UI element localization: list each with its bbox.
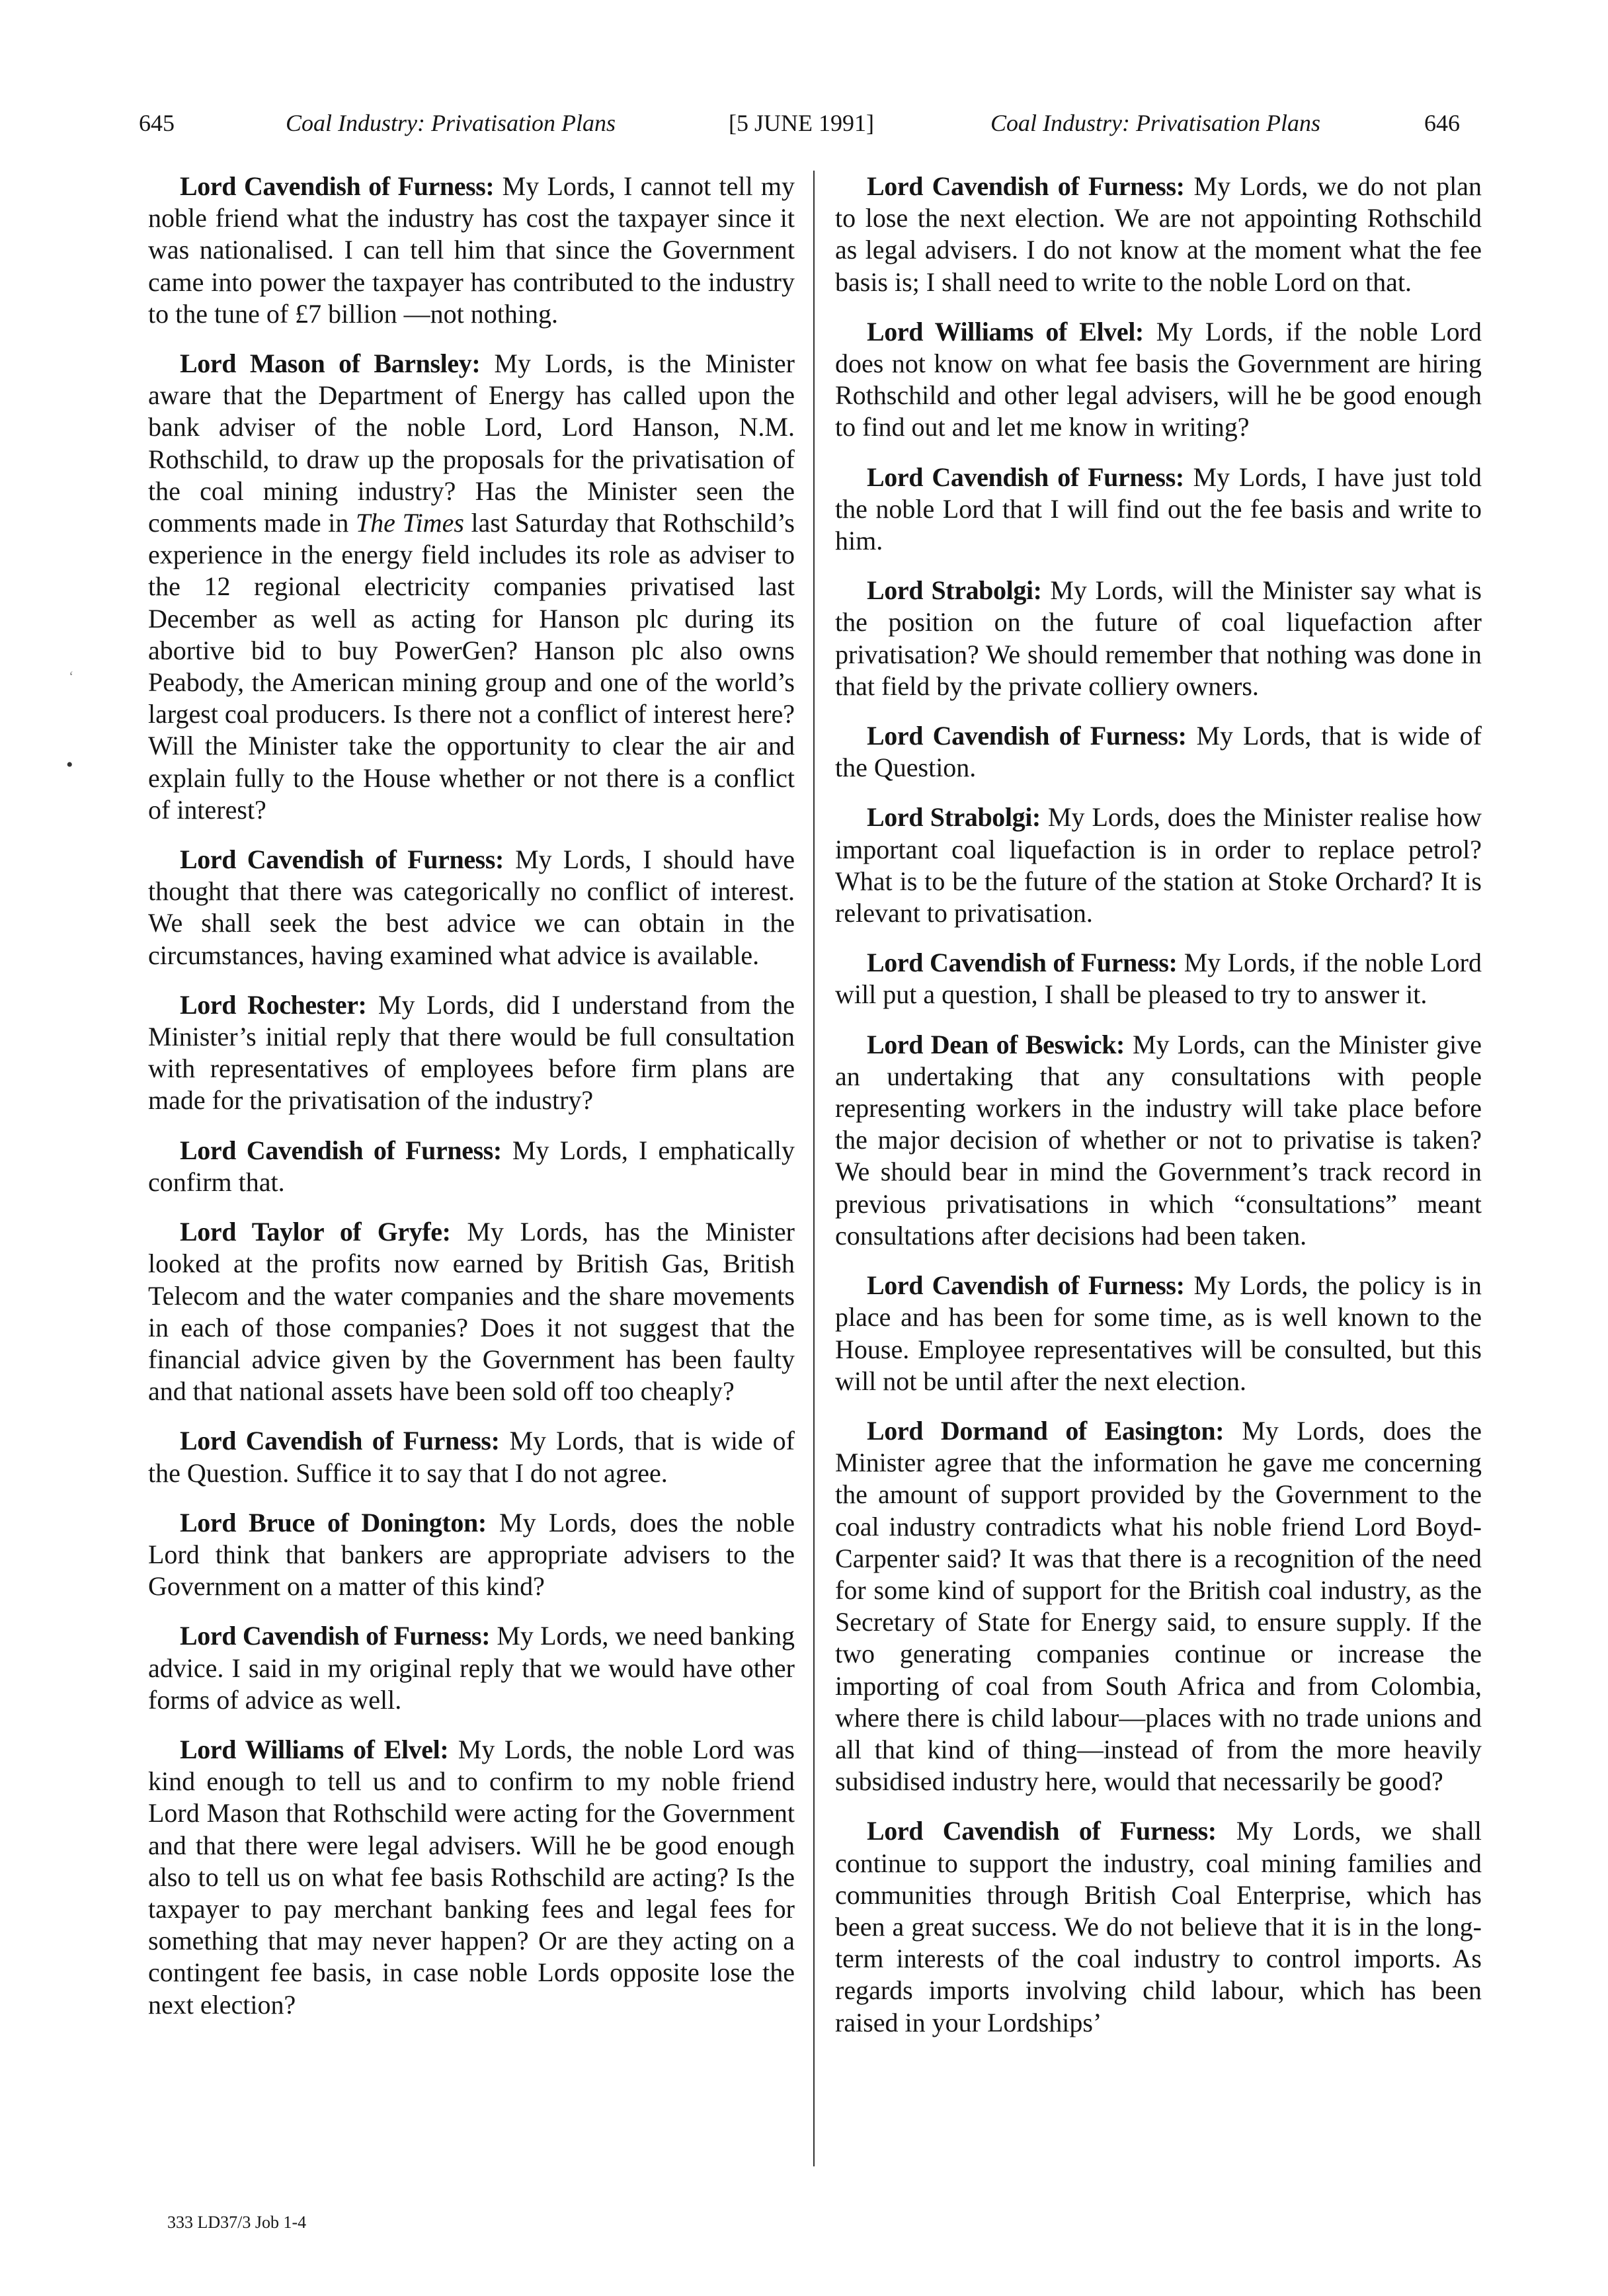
speech-paragraph	[148, 1507, 795, 1603]
running-title-left: Coal Industry: Privatisation Plans	[286, 110, 616, 136]
speech-paragraph	[148, 1734, 795, 2021]
page-number-left: 645	[139, 110, 175, 136]
speech-paragraph	[148, 171, 795, 330]
speech-text: My Lords, if the noble Lord will put a question, I shall be pleased to try to answer it.	[835, 948, 1482, 1010]
speech-paragraph	[148, 348, 795, 826]
speech-text: My Lords, does the Minister realise how important coal liquefaction is in order to replace petrol? What is to be the future of the station at Stoke Orchard? It is relevant to privatisation.	[835, 802, 1482, 928]
speaker-name: Lord Cavendish of Furness:	[867, 171, 1185, 201]
speech-text: My Lords, I have just told the noble Lord that I will find out the fee basis and write to him.	[835, 462, 1482, 556]
speaker-name: Lord Cavendish of Furness:	[867, 948, 1178, 978]
speech-text: last Saturday that Rothschild’s experience in the energy field includes its role as adviser to the 12 regional electricity companies privatised last December as well as acting for Hanson plc during its abortive bid to buy PowerGen? Hanson plc also owns Peabody, the American mining group and one of the world’s largest coal producers. Is there not a conflict of interest here? Will the Minister take the opportunity to clear the air and explain fully to the House whether or not there is a conflict of interest?	[148, 508, 795, 825]
speech-text: My Lords, does the noble Lord think that bankers are appropriate advisers to the Government on a matter of this kind?	[148, 1507, 795, 1602]
speech-text: My Lords, I emphatically confirm that.	[148, 1135, 795, 1197]
right-column	[835, 171, 1482, 2057]
column-divider	[813, 171, 815, 2166]
speaker-name: Lord Williams of Elvel:	[867, 316, 1144, 347]
speech-paragraph	[835, 720, 1482, 784]
speech-paragraph	[148, 989, 795, 1117]
sitting-date: [5 JUNE 1991]	[729, 110, 874, 136]
speech-paragraph	[835, 575, 1482, 702]
speech-text: My Lords, we do not plan to lose the next election. We are not appointing Rothschild as legal advisers. I do not know at the moment what the fee basis is; I shall need to write to the noble Lord on that.	[835, 171, 1482, 297]
speech-text: My Lords, we shall continue to support the industry, coal mining families and communities through British Coal Enterprise, which has been a great success. We do not believe that it is in the long-term interests of the coal industry to control imports. As regards imports involving child labour, which has been raised in your Lordships’	[835, 1816, 1482, 2037]
speech-text: My Lords, does the Minister agree that the information he gave me concerning the amount of support provided by the Government to the coal industry contradicts what his noble friend Lord Boyd-Carpenter said? It was that there is a recognition of the need for some kind of support for the British coal industry, as the Secretary of State for Energy said, to ensure supply. If the two generating companies continue or increase the importing of coal from South Africa and from Colombia, where there is child labour—places with no trade unions and all that kind of thing—instead of from the more heavily subsidised industry here, would that necessarily be good?	[835, 1415, 1482, 1797]
speaker-name: Lord Williams of Elvel:	[180, 1734, 449, 1764]
speech-paragraph	[148, 1620, 795, 1716]
speaker-name: Lord Cavendish of Furness:	[180, 1426, 500, 1456]
speech-text: My Lords, we need banking advice. I said in my original reply that we would have other forms of advice as well.	[148, 1621, 795, 1715]
speech-paragraph	[835, 316, 1482, 444]
speaker-name: Lord Dormand of Easington:	[867, 1415, 1225, 1446]
running-title-right: Coal Industry: Privatisation Plans	[990, 110, 1320, 136]
speech-text: My Lords, did I understand from the Minister’s initial reply that there would be full consultation with representatives of employees before firm plans are made for the privatisation of the industry?	[148, 989, 795, 1116]
margin-mark: ‘	[69, 668, 74, 684]
page-header	[0, 103, 1608, 143]
left-column	[148, 171, 795, 2039]
speaker-name: Lord Cavendish of Furness:	[867, 721, 1187, 751]
speech-text: My Lords, is the Minister aware that the Department of Energy has called upon the bank adviser of the noble Lord, Lord Hanson, N.M. Rothschild, to draw up the proposals for the privatisation of the coal mining industry? Has the Minister seen the comments made in	[148, 348, 795, 538]
speaker-name: Lord Strabolgi:	[867, 575, 1042, 606]
speaker-name: Lord Cavendish of Furness:	[867, 1816, 1217, 1846]
speech-paragraph	[835, 801, 1482, 929]
page-number-right: 646	[1424, 110, 1460, 136]
speech-text: My Lords, will the Minister say what is the position on the future of coal liquefaction after privatisation? We should remember that nothing was done in that field by the private colliery owners.	[835, 575, 1482, 701]
speaker-name: Lord Cavendish of Furness:	[180, 844, 504, 875]
speech-paragraph	[835, 1415, 1482, 1797]
publication-title: The Times	[355, 508, 464, 538]
speech-paragraph	[148, 1135, 795, 1198]
speaker-name: Lord Cavendish of Furness:	[867, 1270, 1185, 1301]
speech-text: My Lords, if the noble Lord does not know on what fee basis the Government are hiring Rothschild and other legal advisers, will he be good enough to find out and let me know in writing?	[835, 316, 1482, 442]
speech-paragraph	[835, 1815, 1482, 2038]
speaker-name: Lord Dean of Beswick:	[867, 1029, 1125, 1059]
print-job-footer: 333 LD37/3 Job 1-4	[167, 2213, 307, 2232]
speech-paragraph	[835, 1029, 1482, 1252]
speech-text: My Lords, that is wide of the Question.	[835, 721, 1482, 783]
speaker-name: Lord Strabolgi:	[867, 802, 1041, 833]
speech-paragraph	[148, 1216, 795, 1407]
speaker-name: Lord Cavendish of Furness:	[867, 462, 1184, 492]
speech-text: My Lords, that is wide of the Question. Suffice it to say that I do not agree.	[148, 1426, 795, 1488]
speaker-name: Lord Mason of Barnsley:	[180, 348, 481, 379]
speech-text: My Lords, I cannot tell my noble friend what the industry has cost the taxpayer since it was nationalised. I can tell him that since the Government came into power the taxpayer has contributed to the industry to the tune of £7 billion —not nothing.	[148, 171, 795, 329]
speech-paragraph	[148, 1425, 795, 1489]
margin-mark: •	[66, 754, 73, 776]
speaker-name: Lord Taylor of Gryfe:	[180, 1217, 451, 1247]
speech-paragraph	[835, 171, 1482, 298]
speaker-name: Lord Rochester:	[180, 989, 367, 1020]
speaker-name: Lord Cavendish of Furness:	[180, 171, 495, 201]
speaker-name: Lord Bruce of Donington:	[180, 1507, 487, 1538]
speech-paragraph	[835, 462, 1482, 557]
speaker-name: Lord Cavendish of Furness:	[180, 1621, 491, 1651]
speech-paragraph	[835, 947, 1482, 1010]
speech-paragraph	[835, 1270, 1482, 1397]
speech-text: My Lords, can the Minister give an undertaking that any consultations with people representing workers in the industry will take place before the major decision of whether or not to privatise is taken? We should bear in mind the Government’s track record in previous privatisations in which “consultations” meant consultations after decisions had been taken.	[835, 1029, 1482, 1250]
speaker-name: Lord Cavendish of Furness:	[180, 1135, 502, 1165]
speech-paragraph	[148, 844, 795, 971]
speech-text: My Lords, I should have thought that there was categorically no conflict of interest. We shall seek the best advice we can obtain in the circumstances, having examined what advice is available.	[148, 844, 795, 970]
speech-text: My Lords, has the Minister looked at the profits now earned by British Gas, British Telecom and the water companies and the share movements in each of those companies? Does it not suggest that the financial advice given by the Government has been faulty and that national assets have been sold off too cheaply?	[148, 1217, 795, 1407]
speech-text: My Lords, the policy is in place and has been for some time, as is well known to the House. Employee representatives will be consulted, but this will not be until after the next election.	[835, 1270, 1482, 1396]
speech-text: My Lords, the noble Lord was kind enough to tell us and to confirm to my noble friend Lord Mason that Rothschild were acting for the Government and that there were legal advisers. Will he be good enough also to tell us on what fee basis Rothschild are acting? Is the taxpayer to pay merchant banking fees and legal fees for something that may never happen? Or are they acting on a contingent fee basis, in case noble Lords opposite lose the next election?	[148, 1734, 795, 2020]
